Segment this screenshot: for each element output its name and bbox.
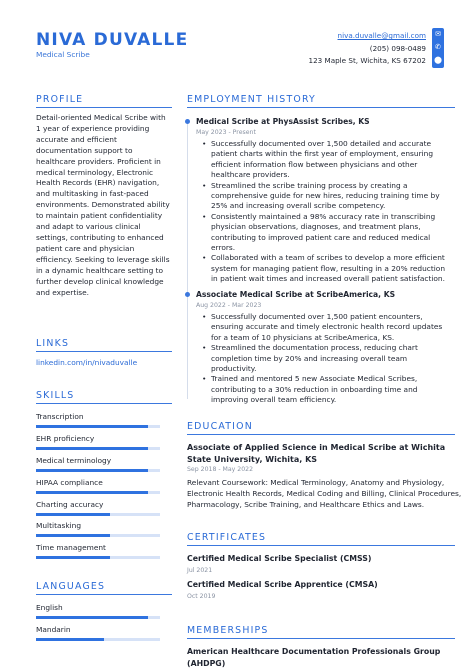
- job-bullets: [202, 312, 454, 406]
- memberships-divider: [187, 638, 455, 639]
- profile-summary: Detail-oriented Medical Scribe with 1 year of experience providing accurate and efficient documentation support to healthcare providers. Proficient in medical terminology, Electronic Health Records (EHR) navigation, and multitasking in fast-paced environments. Demonstrated ability to maintain patient confidentiality and adapt to various clinical settings, contributing to enhanced patient care and physician efficiency. Seeking to leverage skills in a dynamic healthcare setting to further develop clinical knowledge and expertise.: [36, 113, 170, 297]
- links-heading: LINKS: [36, 338, 70, 349]
- skill-label: Time management: [36, 543, 106, 552]
- location-icon: ⬤: [434, 56, 442, 64]
- skill-bar-fill: [36, 425, 148, 428]
- education-divider: [187, 434, 455, 435]
- certificates-heading: CERTIFICATES: [187, 532, 267, 543]
- skills-heading: SKILLS: [36, 390, 75, 401]
- job-bullet: • Trained and mentored 5 new Associate Medical Scribes, contributing to a 30% reduction in onboarding time and improving overall team efficiency.: [202, 374, 454, 405]
- job-bullets: [202, 139, 454, 285]
- phone-number: (205) 098-0489: [369, 43, 426, 53]
- skill-bar: [36, 469, 160, 472]
- skill-bar-fill: [36, 513, 110, 516]
- job-bullet: • Successfully documented over 1,500 detailed and accurate patient charts within the first year of employment, ensuring efficient information flow between physicians and other healthcare providers.: [202, 139, 454, 181]
- education-degree: Associate of Applied Science in Medical Scribe at Wichita State University, Wichita, KS: [187, 443, 446, 464]
- email-icon: ✉: [435, 30, 441, 38]
- skill-label: Medical terminology: [36, 456, 112, 465]
- skill-bar: [36, 556, 160, 559]
- skill-label: Transcription: [36, 412, 84, 421]
- candidate-name: NIVA DUVALLE: [36, 30, 189, 50]
- job-bullet: • Collaborated with a team of scribes to develop a more efficient system for managing patient flow, resulting in a 20% reduction in patient wait times and increased overall patient satisfaction.: [202, 253, 454, 284]
- memberships-heading: MEMBERSHIPS: [187, 625, 269, 636]
- job-bullet: • Successfully documented over 1,500 patient encounters, ensuring accurate and timely electronic health record updates for a team of 10 physicians at ScribeAmerica, KS.: [202, 312, 454, 343]
- job-date: Aug 2022 - Mar 2023: [196, 302, 262, 309]
- languages-divider: [36, 594, 172, 595]
- language-bar-fill: [36, 638, 104, 641]
- job-bullet: • Streamlined the scribe training process by creating a comprehensive guide for new hires, reducing training time by 25% and increasing overall scribe competency.: [202, 181, 454, 212]
- job-title: Medical Scribe at PhysAssist Scribes, KS: [196, 117, 370, 126]
- skill-bar: [36, 447, 160, 450]
- skill-bar: [36, 425, 160, 428]
- certificate-date: Jul 2021: [187, 567, 213, 574]
- language-bar: [36, 638, 160, 641]
- certificate-title: Certified Medical Scribe Apprentice (CMSA): [187, 580, 378, 589]
- timeline-dot: [185, 119, 190, 124]
- job-title: Associate Medical Scribe at ScribeAmerica, KS: [196, 290, 396, 299]
- contact-icon-strip: [432, 28, 444, 68]
- skill-bar-fill: [36, 469, 148, 472]
- address: 123 Maple St, Wichita, KS 67202: [308, 56, 426, 66]
- profile-divider: [36, 107, 172, 108]
- email-link[interactable]: niva.duvalle@gmail.com: [337, 31, 426, 40]
- skill-bar-fill: [36, 447, 148, 450]
- job-title-subheading: Medical Scribe: [36, 50, 90, 59]
- skill-label: HIPAA compliance: [36, 478, 103, 487]
- job-date: May 2023 - Present: [196, 129, 256, 136]
- language-label: English: [36, 603, 63, 612]
- skill-label: Multitasking: [36, 521, 82, 530]
- linkedin-link[interactable]: linkedin.com/in/nivaduvalle: [36, 358, 138, 367]
- certificate-date: Oct 2019: [187, 593, 216, 600]
- language-label: Mandarin: [36, 625, 71, 634]
- timeline-line: [187, 122, 188, 399]
- links-divider: [36, 351, 172, 352]
- phone-icon: ✆: [435, 43, 441, 51]
- skill-bar-fill: [36, 556, 110, 559]
- education-coursework: Relevant Coursework: Medical Terminology, Anatomy and Physiology, Electronic Health Records, Medical Coding and Billing, Clinical Procedures, Pharmacology, Scribe Training, and Healthcare Ethics and Laws.: [187, 478, 462, 509]
- timeline-dot: [185, 292, 190, 297]
- skill-label: EHR proficiency: [36, 434, 95, 443]
- employment-divider: [187, 107, 455, 108]
- skill-label: Charting accuracy: [36, 500, 104, 509]
- skill-bar-fill: [36, 534, 110, 537]
- education-heading: EDUCATION: [187, 421, 253, 432]
- skill-bar: [36, 491, 160, 494]
- language-bar: [36, 616, 160, 619]
- education-date: Sep 2018 - May 2022: [187, 466, 254, 473]
- job-bullet: • Streamlined the documentation process, reducing chart completion time by 20% and increasing overall team productivity.: [202, 343, 454, 374]
- skills-divider: [36, 403, 172, 404]
- certificate-title: Certified Medical Scribe Specialist (CMSS): [187, 554, 372, 563]
- job-bullet: • Consistently maintained a 98% accuracy rate in transcribing physician observations, diagnoses, and treatment plans, contributing to improved patient care and reduced medical errors.: [202, 212, 454, 254]
- membership-title: American Healthcare Documentation Professionals Group (AHDPG): [187, 647, 441, 668]
- languages-heading: LANGUAGES: [36, 581, 106, 592]
- employment-heading: EMPLOYMENT HISTORY: [187, 94, 316, 105]
- certificates-divider: [187, 545, 455, 546]
- language-bar-fill: [36, 616, 148, 619]
- skill-bar: [36, 534, 160, 537]
- profile-heading: PROFILE: [36, 94, 84, 105]
- skill-bar: [36, 513, 160, 516]
- contact-block: [309, 30, 427, 68]
- skill-bar-fill: [36, 491, 148, 494]
